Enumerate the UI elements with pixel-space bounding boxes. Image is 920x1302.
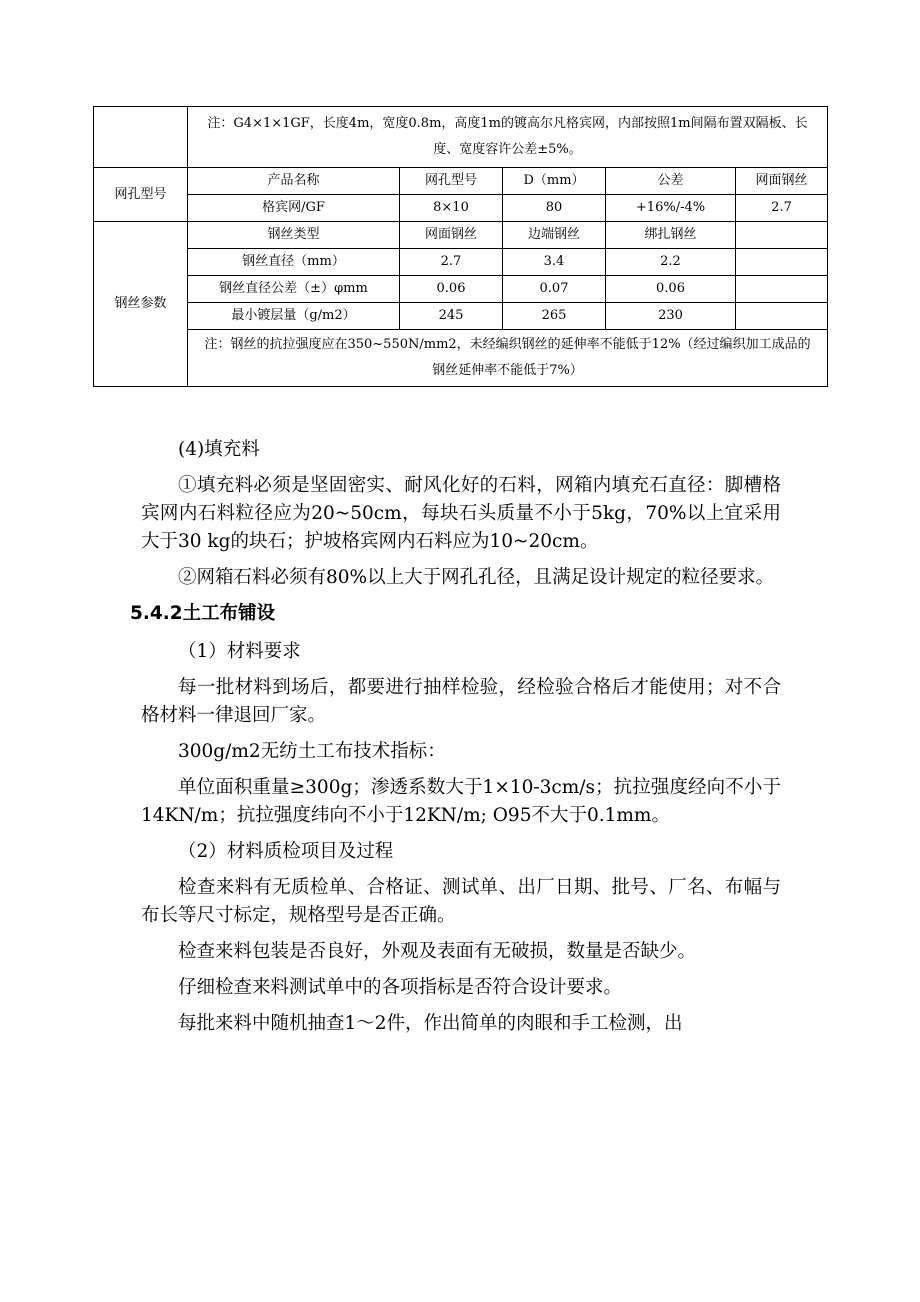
empty-cell (94, 107, 188, 168)
table-cell: D（mm） (503, 168, 606, 195)
table-cell: 265 (503, 303, 606, 330)
paragraph: 每一批材料到场后，都要进行抽样检验，经检验合格后才能使用；对不合格材料一律退回厂家。 (141, 677, 781, 726)
table-cell: 0.07 (503, 276, 606, 303)
paragraph: 300g/m2无纺土工布技术指标： (178, 741, 446, 762)
table-row (94, 276, 828, 303)
paragraph: 仔细检查来料测试单中的各项指标是否符合设计要求。 (178, 977, 623, 998)
table-cell (736, 276, 828, 303)
paragraph: 检查来料有无质检单、合格证、测试单、出厂日期、批号、厂名、布幅与布长等尺寸标定，规格型号是否正确。 (141, 877, 781, 926)
table-cell: 2.7 (736, 195, 828, 222)
table-cell (736, 222, 828, 249)
table-cell: 边端钢丝 (503, 222, 606, 249)
table-cell: +16%/-4% (606, 195, 736, 222)
paragraph: （2）材料质检项目及过程 (178, 841, 394, 862)
wire-label: 钢丝参数 (94, 222, 188, 387)
paragraph: ②网箱石料必须有80%以上大于网孔孔径，且满足设计规定的粒径要求。 (178, 567, 775, 588)
table-cell: 绑扎钢丝 (606, 222, 736, 249)
table-cell: 2.7 (400, 249, 503, 276)
table-row (94, 195, 828, 222)
table-cell: 245 (400, 303, 503, 330)
table-row (94, 303, 828, 330)
table-cell: 最小镀层量（g/m2） (188, 303, 400, 330)
table-cell: 2.2 (606, 249, 736, 276)
table-row (94, 222, 828, 249)
table-cell: 80 (503, 195, 606, 222)
document-body (130, 436, 781, 1046)
table-cell: 钢丝类型 (188, 222, 400, 249)
paragraph: （1）材料要求 (178, 641, 301, 662)
table-cell: 钢丝直径公差（±）φmm (188, 276, 400, 303)
paragraph: (4)填充料 (178, 439, 260, 460)
table-cell: 钢丝直径（mm） (188, 249, 400, 276)
table-row (94, 107, 828, 168)
paragraph: 检查来料包装是否良好，外观及表面有无破损，数量是否缺少。 (178, 941, 697, 962)
table-cell: 网孔型号 (400, 168, 503, 195)
table-cell: 0.06 (400, 276, 503, 303)
paragraph: ①填充料必须是坚固密实、耐风化好的石料，网箱内填充石直径：脚槽格宾网内石料粒径应为20~50cm，每块石头质量不小于5kg，70%以上宜采用大于30 kg的块石；护坡格宾网内石料应为10~20cm。 (141, 475, 781, 552)
table-cell: 网面钢丝 (400, 222, 503, 249)
table-cell (736, 249, 828, 276)
table-cell: 网面钢丝 (736, 168, 828, 195)
table-row (94, 168, 828, 195)
wire-note: 注：钢丝的抗拉强度应在350~550N/mm2，未经编织钢丝的延伸率不能低于12%（经过编织加工成品的钢丝延伸率不能低于7%） (188, 330, 828, 387)
paragraph: 单位面积重量≥300g；渗透系数大于1×10-3cm/s；抗拉强度经向不小于14KN/m；抗拉强度纬向不小于12KN/m; O95不大于0.1mm。 (141, 777, 781, 826)
table-cell: 8×10 (400, 195, 503, 222)
table-cell: 0.06 (606, 276, 736, 303)
table-cell: 230 (606, 303, 736, 330)
table-cell (736, 303, 828, 330)
table-cell: 3.4 (503, 249, 606, 276)
table-row (94, 330, 828, 387)
section-heading: 5.4.2土工布铺设 (130, 603, 276, 624)
table-cell: 公差 (606, 168, 736, 195)
spec-table (93, 106, 828, 387)
table-row (94, 249, 828, 276)
mesh-label: 网孔型号 (94, 168, 188, 222)
table-cell: 产品名称 (188, 168, 400, 195)
table-cell: 格宾网/GF (188, 195, 400, 222)
paragraph: 每批来料中随机抽查1～2件，作出简单的肉眼和手工检测，出 (178, 1013, 683, 1034)
top-note: 注：G4×1×1GF，长度4m，宽度0.8m，高度1m的镀高尔凡格宾网，内部按照1m间隔布置双隔板、长度、宽度容许公差±5%。 (188, 107, 828, 168)
